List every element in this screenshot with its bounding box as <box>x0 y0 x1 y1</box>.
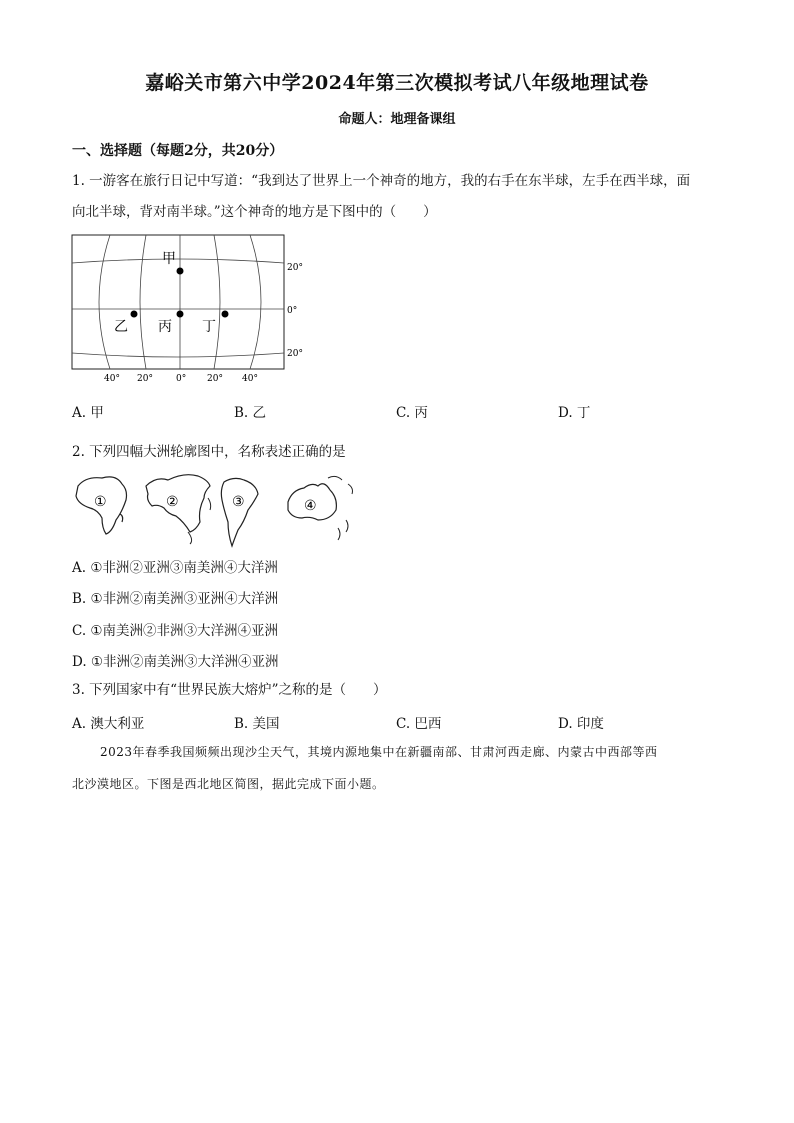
meridian-20w <box>140 235 146 369</box>
meridian-40e <box>250 235 261 369</box>
figure-label-4: ④ <box>304 498 317 514</box>
q1-stem-line1: 1. 一游客在旅行日记中写道：“我到达了世界上一个神奇的地方，我的右手在东半球，左手在西半球，面 <box>72 173 691 189</box>
section-heading: 一、选择题（每题2分，共20分） <box>72 143 284 159</box>
author-line: 命题人：地理备课组 <box>338 112 456 127</box>
point-bing <box>177 311 184 318</box>
q3-option-a[interactable]: A. 澳大利亚 <box>72 716 145 732</box>
label-jia: 甲 <box>162 251 176 267</box>
outline-south-america <box>221 478 258 546</box>
label-ding: 丁 <box>202 319 216 335</box>
passage-line1: 2023年春季我国频频出现沙尘天气，其境内源地集中在新疆南部、甘肃河西走廊、内蒙古中西部等西 <box>100 745 658 759</box>
page-title: 嘉峪关市第六中学2024年第三次模拟考试八年级地理试卷 <box>145 72 649 94</box>
q2-option-c[interactable]: C. ①南美洲②非洲③大洋洲④亚洲 <box>72 623 279 639</box>
point-ding <box>222 311 229 318</box>
q2-continent-outlines <box>72 470 364 550</box>
q1-option-a[interactable]: A. 甲 <box>72 405 104 421</box>
point-yi <box>131 311 138 318</box>
q1-option-c[interactable]: C. 丙 <box>396 405 428 421</box>
outline-japan <box>208 498 211 510</box>
q3-stem: 3. 下列国家中有“世界民族大熔炉”之称的是（ ） <box>72 682 387 698</box>
meridian-40w <box>99 235 110 369</box>
label-yi: 乙 <box>114 319 128 335</box>
q3-option-c[interactable]: C. 巴西 <box>396 716 442 732</box>
point-jia <box>177 268 184 275</box>
lon-label-0: 0° <box>176 374 187 384</box>
q1-graticule-map <box>70 233 320 385</box>
outline-madagascar <box>120 514 123 522</box>
q1-stem-line2: 向北半球，背对南半球。”这个神奇的地方是下图中的（ ） <box>72 204 437 220</box>
lon-label-40w: 40° <box>104 374 120 384</box>
q1-option-d[interactable]: D. 丁 <box>558 405 591 421</box>
q3-option-d[interactable]: D. 印度 <box>558 716 604 732</box>
passage-line2: 北沙漠地区。下图是西北地区简图，据此完成下面小题。 <box>72 777 385 791</box>
lon-label-40e: 40° <box>242 374 258 384</box>
lat-label-0: 0° <box>287 306 298 316</box>
q3-option-b[interactable]: B. 美国 <box>234 716 280 732</box>
parallel-20s <box>72 353 284 357</box>
label-bing: 丙 <box>158 319 172 335</box>
figure-label-3: ③ <box>232 494 245 510</box>
outline-asia-islands <box>188 532 192 544</box>
figure-label-1: ① <box>94 494 107 510</box>
q2-stem: 2. 下列四幅大洲轮廓图中，名称表述正确的是 <box>72 444 346 460</box>
lat-label-20s: 20° <box>287 349 303 359</box>
q2-option-a[interactable]: A. ①非洲②亚洲③南美洲④大洋洲 <box>72 560 278 576</box>
lon-label-20w: 20° <box>137 374 153 384</box>
q2-option-b[interactable]: B. ①非洲②南美洲③亚洲④大洋洲 <box>72 591 279 607</box>
lon-label-20e: 20° <box>207 374 223 384</box>
q2-option-d[interactable]: D. ①非洲②南美洲③大洋洲④亚洲 <box>72 654 279 670</box>
meridian-20e <box>214 235 220 369</box>
lat-label-20n: 20° <box>287 263 303 273</box>
figure-label-2: ② <box>166 494 179 510</box>
outline-new-zealand <box>338 520 348 540</box>
q1-option-b[interactable]: B. 乙 <box>234 405 267 421</box>
